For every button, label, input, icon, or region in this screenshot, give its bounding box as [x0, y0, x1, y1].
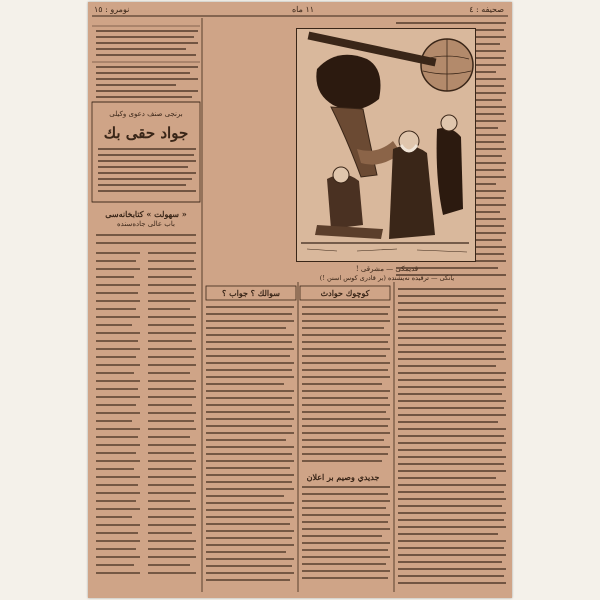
cartoon-illustration	[296, 28, 476, 262]
left-column-list	[96, 234, 196, 574]
page-number-label: صحیفه : ٤	[469, 5, 504, 14]
newspaper-page	[88, 2, 512, 598]
article-heading: جديدي وصيم بر اعلان	[306, 472, 380, 482]
middle-left-column-text	[206, 306, 294, 581]
bookshop-heading: « سهولت » كتابخانه‌سی	[105, 209, 187, 219]
date-label: ١١ ماه	[291, 5, 315, 14]
cartoon-drawing	[297, 29, 474, 260]
issue-number-label: نومرو : ١٥	[94, 5, 130, 14]
box2-title: كوچوك حوادث	[320, 288, 370, 298]
ad-subheading: برنجی صنف دعوی وكیلی	[109, 110, 183, 118]
box1-title: سوالك ؟ جواب ؟	[222, 288, 280, 298]
illustration-caption-1: قدیمکی — مشرقی !	[355, 265, 419, 273]
illustration-caption-2: یانکی — ترقیده نه‌یشنده (بر قادری کوس اسنن !)	[319, 274, 455, 282]
bookshop-subheading: باب عالی جاده‌سنده	[117, 220, 175, 228]
middle-right-column-text	[302, 306, 390, 579]
ad-heading: جواد حقی بك	[103, 124, 189, 142]
